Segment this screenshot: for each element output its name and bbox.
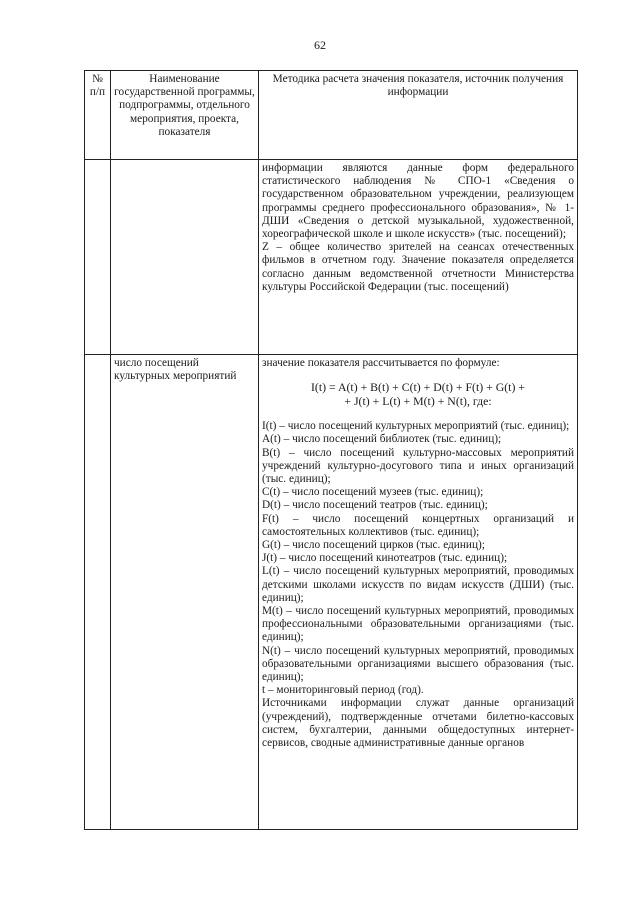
header-method: Методика расчета значения показателя, источник получения информации (259, 71, 578, 160)
row1-method (259, 160, 578, 355)
indicator-table (84, 70, 578, 830)
page-number: 62 (314, 38, 326, 52)
formula-line: I(t) = A(t) + B(t) + C(t) + D(t) + F(t) + G(t) + (311, 380, 525, 395)
definition-item: I(t) – число посещений культурных мероприятий (тыс. единиц); (262, 420, 570, 433)
row2-method (259, 355, 578, 830)
definition-item: B(t) – число посещений культурно-массовых мероприятий учреждений культурно-досугового типа и иных организаций (тыс. единиц); (262, 446, 574, 486)
definition-item: J(t) – число посещений кинотеатров (тыс. единиц); (262, 552, 508, 565)
row1-name (111, 160, 259, 355)
row2-number (85, 355, 111, 830)
table-row (85, 160, 578, 355)
definition-item: L(t) – число посещений культурных мероприятий, проводимых детскими школами искусств по видам искусств (ДШИ) (тыс. единиц); (262, 565, 574, 604)
definition-item: A(t) – число посещений библиотек (тыс. единиц); (262, 433, 502, 446)
sources-text: Источниками информации служат данные организаций (учреждений), подтвержденные отчетами билетно-кассовых систем, бухгалтерии, данными общедоступных интернет-сервисов, сводные административные данные органов (262, 697, 574, 750)
row1-paragraph: информации являются данные форм федерального статистического наблюдения № СПО-1 «Сведения о государственном образовательном учреждении, реализующем программы среднего профессионального образования», № 1-ДШИ «Сведения о детской музыкальной, художественной, хореографической школе и школе искусств» (тыс. посещений); (262, 162, 574, 241)
formula (262, 380, 574, 408)
definition-item: G(t) – число посещений цирков (тыс. единиц); (262, 539, 485, 552)
header-name: Наименование государственной программы, подпрограммы, отдельного мероприятия, проекта, показателя (111, 71, 259, 160)
row2-name: число посещений культурных мероприятий (111, 355, 259, 830)
definition-item: M(t) – число посещений культурных мероприятий, проводимых профессиональными образовательными организациями (тыс. единиц); (262, 605, 574, 644)
definition-item: N(t) – число посещений культурных мероприятий, проводимых образовательными организациями высшего образования (тыс. единиц); (262, 644, 574, 684)
definition-item: C(t) – число посещений музеев (тыс. единиц); (262, 486, 484, 499)
table-header-row (85, 71, 578, 160)
definition-item: D(t) – число посещений театров (тыс. единиц); (262, 499, 488, 512)
row1-paragraph: Z – общее количество зрителей на сеансах отечественных фильмов в отчетном году. Значение показателя определяется согласно данным ведомственной отчетности Министерства культуры Российской Федерации (тыс. посещений) (262, 241, 574, 293)
table-row (85, 355, 578, 830)
row1-number (85, 160, 111, 355)
formula-line: + J(t) + L(t) + M(t) + N(t), где: (344, 394, 492, 409)
formula-intro: значение показателя рассчитывается по формуле: (262, 357, 500, 369)
definition-item: t – мониторинговый период (год). (262, 684, 424, 697)
header-number: № п/п (85, 71, 111, 160)
definition-item: F(t) – число посещений концертных организаций и самостоятельных коллективов (тыс. единиц); (262, 512, 574, 538)
